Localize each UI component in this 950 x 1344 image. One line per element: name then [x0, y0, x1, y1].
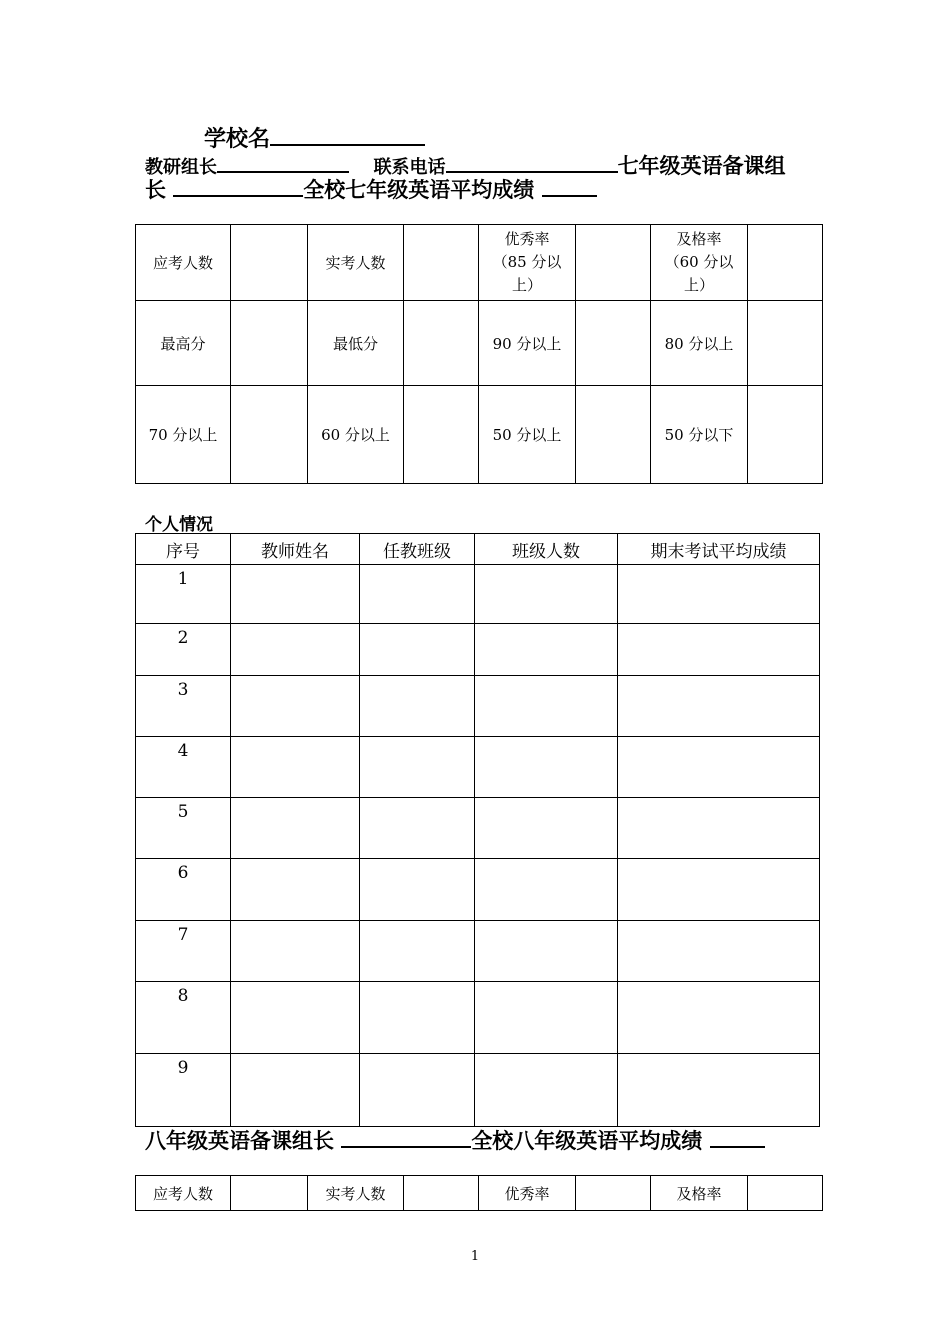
average-score-cell[interactable] [618, 565, 820, 624]
average-score-cell[interactable] [618, 624, 820, 676]
row-index: 6 [136, 859, 231, 921]
table-row [136, 859, 820, 921]
class-cell[interactable] [360, 676, 475, 737]
school-name-blank[interactable] [270, 144, 425, 146]
row-index: 3 [136, 676, 231, 737]
summary-label-cell: 80 分以上 [651, 301, 748, 386]
average-score-cell[interactable] [618, 1054, 820, 1127]
average-score-cell[interactable] [618, 921, 820, 982]
summary-label-cell: 实考人数 [308, 1176, 404, 1211]
class-size-cell[interactable] [475, 921, 618, 982]
phone-blank[interactable] [446, 171, 618, 173]
grade7-avg-line [145, 174, 597, 204]
class-size-cell[interactable] [475, 676, 618, 737]
grade8-line [145, 1125, 765, 1155]
school-name-label: 学校名 [204, 127, 271, 152]
class-cell[interactable] [360, 1054, 475, 1127]
pass-rate-line: 上） [683, 276, 714, 294]
table-row [136, 737, 820, 798]
leader-label: 教研组长 [145, 157, 217, 178]
school-name-line [204, 122, 425, 153]
class-size-cell[interactable] [475, 565, 618, 624]
class-cell[interactable] [360, 982, 475, 1054]
column-header: 序号 [136, 534, 231, 565]
row-index: 7 [136, 921, 231, 982]
phone-label: 联系电话 [373, 157, 446, 178]
summary-value-cell[interactable] [748, 301, 823, 386]
table-row [136, 921, 820, 982]
summary-label-cell: 最低分 [308, 301, 404, 386]
class-size-cell[interactable] [475, 798, 618, 859]
summary-value-cell[interactable] [404, 386, 479, 484]
summary-value-cell[interactable] [576, 386, 651, 484]
summary-value-cell[interactable] [576, 301, 651, 386]
average-score-cell[interactable] [618, 676, 820, 737]
teacher-name-cell[interactable] [231, 624, 360, 676]
grade7-leader-label-1: 七年级英语备课组 [617, 154, 786, 178]
column-header: 任教班级 [360, 534, 475, 565]
summary-value-cell[interactable] [576, 1176, 651, 1211]
teacher-name-cell[interactable] [231, 676, 360, 737]
teacher-name-cell[interactable] [231, 921, 360, 982]
class-cell[interactable] [360, 624, 475, 676]
summary-row-1 [136, 225, 823, 301]
personal-title: 个人情况 [145, 515, 213, 535]
pass-rate-line: 及格率 [676, 230, 722, 248]
summary-label-cell: 应考人数 [136, 1176, 231, 1211]
grade8-avg-blank[interactable] [710, 1146, 765, 1148]
teacher-name-cell[interactable] [231, 982, 360, 1054]
summary-label-cell: 优秀率 [479, 1176, 576, 1211]
teacher-name-cell[interactable] [231, 1054, 360, 1127]
class-cell[interactable] [360, 737, 475, 798]
grade8-avg-label: 全校八年级英语平均成绩 [471, 1129, 703, 1153]
grade7-leader-blank[interactable] [173, 195, 303, 197]
row-index: 4 [136, 737, 231, 798]
summary-label-cell: 90 分以上 [479, 301, 576, 386]
excellent-rate-line: 优秀率 [504, 230, 550, 248]
table-row [136, 624, 820, 676]
summary-label-cell: 及格率 [651, 1176, 748, 1211]
teacher-name-cell[interactable] [231, 565, 360, 624]
teacher-name-cell[interactable] [231, 798, 360, 859]
summary-value-cell[interactable] [404, 1176, 479, 1211]
summary-label-cell: 应考人数 [136, 225, 231, 301]
summary-label-cell: 50 分以上 [479, 386, 576, 484]
teacher-name-cell[interactable] [231, 859, 360, 921]
grade7-summary-table [135, 224, 823, 484]
class-size-cell[interactable] [475, 624, 618, 676]
summary-label-cell: 最高分 [136, 301, 231, 386]
summary-value-cell[interactable] [231, 1176, 308, 1211]
excellent-rate-line: 上） [511, 276, 542, 294]
grade8-leader-blank[interactable] [341, 1146, 471, 1148]
page-number: 1 [470, 1249, 480, 1264]
grade7-avg-blank[interactable] [542, 195, 597, 197]
personal-header-row [136, 534, 820, 565]
pass-rate-label [651, 225, 748, 301]
row-index: 2 [136, 624, 231, 676]
summary-label-cell: 50 分以下 [651, 386, 748, 484]
grade7-leader-label-2: 长 [145, 178, 166, 202]
pass-rate-line: （60 分以 [664, 253, 734, 271]
summary-label-cell: 60 分以上 [308, 386, 404, 484]
class-size-cell[interactable] [475, 859, 618, 921]
personal-table [135, 533, 820, 1127]
summary-value-cell[interactable] [748, 386, 823, 484]
grade8-summary-table [135, 1175, 823, 1211]
summary-value-cell[interactable] [576, 225, 651, 301]
table-row [136, 676, 820, 737]
class-cell[interactable] [360, 921, 475, 982]
grade7-avg-label: 全校七年级英语平均成绩 [303, 178, 535, 202]
average-score-cell[interactable] [618, 798, 820, 859]
column-header: 班级人数 [475, 534, 618, 565]
summary-value-cell[interactable] [231, 386, 308, 484]
column-header: 期末考试平均成绩 [618, 534, 820, 565]
teacher-name-cell[interactable] [231, 737, 360, 798]
summary-value-cell[interactable] [404, 301, 479, 386]
table-row [136, 798, 820, 859]
grade8-leader-label: 八年级英语备课组长 [145, 1129, 334, 1153]
table-row [136, 565, 820, 624]
leader-blank[interactable] [217, 171, 349, 173]
summary-value-cell[interactable] [231, 301, 308, 386]
class-size-cell[interactable] [475, 1054, 618, 1127]
summary-value-cell[interactable] [404, 225, 479, 301]
grade8-row [136, 1176, 823, 1211]
class-cell[interactable] [360, 859, 475, 921]
table-row [136, 1054, 820, 1127]
summary-row-2 [136, 301, 823, 386]
class-size-cell[interactable] [475, 982, 618, 1054]
row-index: 5 [136, 798, 231, 859]
column-header: 教师姓名 [231, 534, 360, 565]
average-score-cell[interactable] [618, 982, 820, 1054]
excellent-rate-line: （85 分以 [492, 253, 562, 271]
table-row [136, 982, 820, 1054]
summary-label-cell: 70 分以上 [136, 386, 231, 484]
row-index: 1 [136, 565, 231, 624]
class-cell[interactable] [360, 798, 475, 859]
average-score-cell[interactable] [618, 859, 820, 921]
average-score-cell[interactable] [618, 737, 820, 798]
summary-row-3 [136, 386, 823, 484]
summary-value-cell[interactable] [748, 225, 823, 301]
row-index: 9 [136, 1054, 231, 1127]
summary-label-cell: 实考人数 [308, 225, 404, 301]
row-index: 8 [136, 982, 231, 1054]
summary-value-cell[interactable] [231, 225, 308, 301]
class-size-cell[interactable] [475, 737, 618, 798]
summary-value-cell[interactable] [748, 1176, 823, 1211]
excellent-rate-label [479, 225, 576, 301]
class-cell[interactable] [360, 565, 475, 624]
